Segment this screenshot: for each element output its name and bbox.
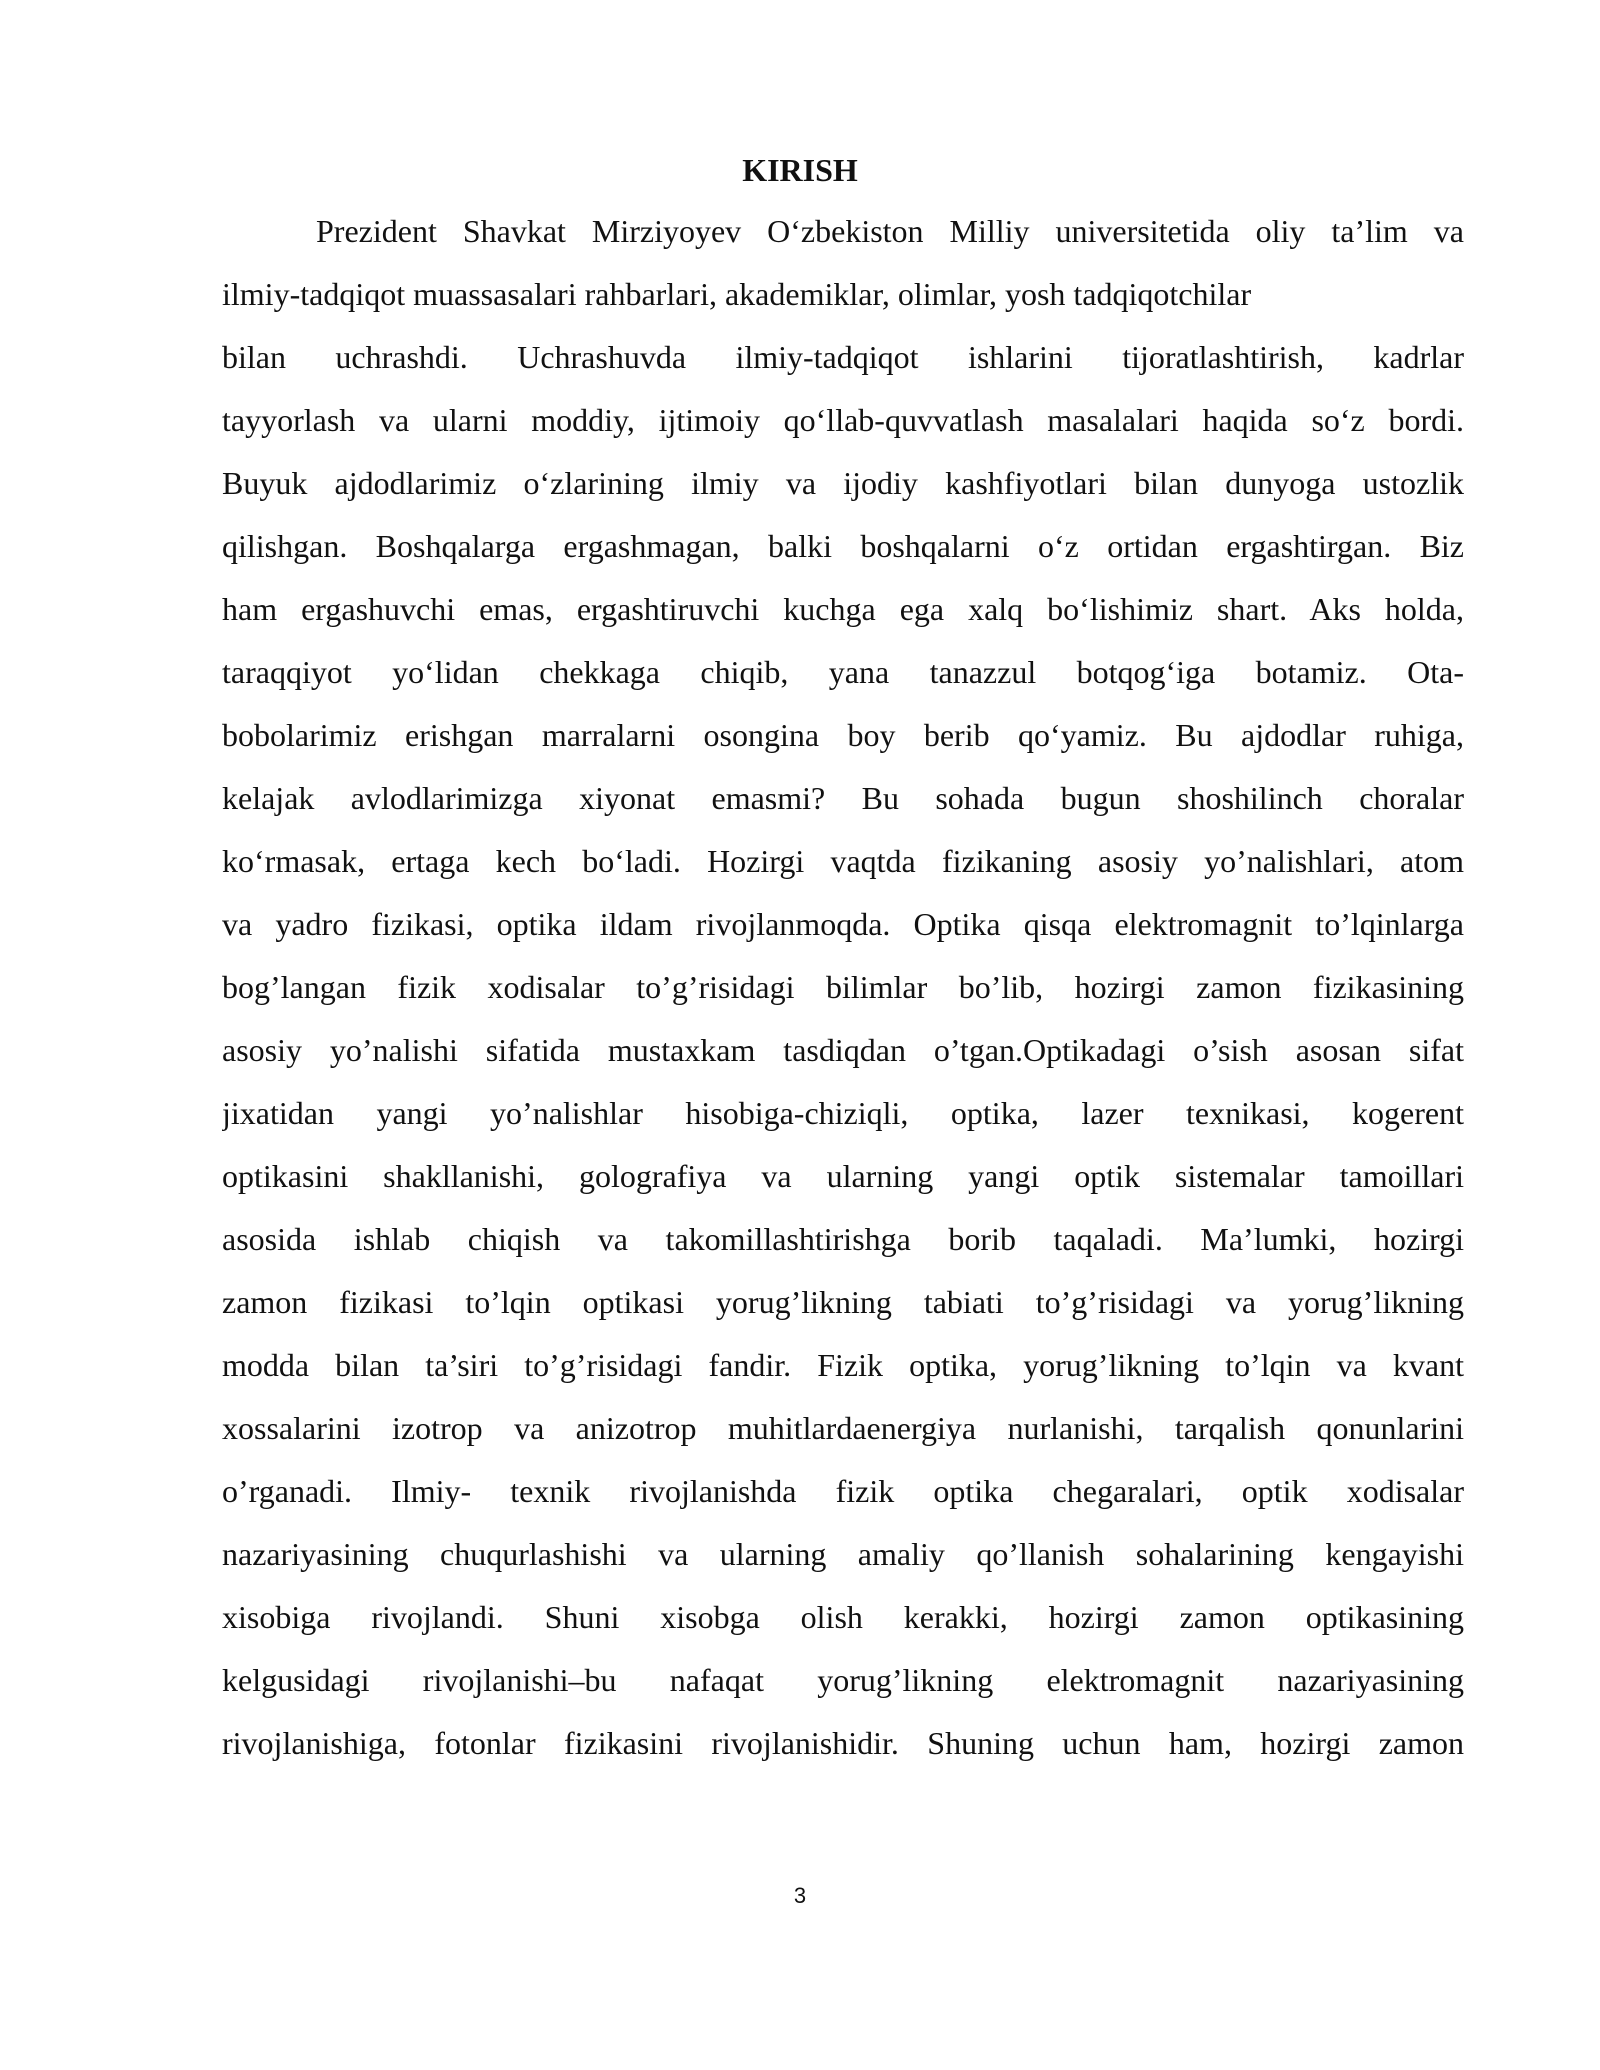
paragraph-line: tayyorlash va ularni moddiy, ijtimoiy qo‘llab-quvvatlash masalalari haqida so‘z bordi. xyxy=(222,402,1464,438)
paragraph-line: va yadro fizikasi, optika ildam rivojlanmoqda. Optika qisqa elektromagnit to’lqinlarga xyxy=(222,906,1464,942)
paragraph-line: o’rganadi. Ilmiy- texnik rivojlanishda fizik optika chegaralari, optik xodisalar xyxy=(222,1473,1464,1509)
paragraph-line: ham ergashuvchi emas, ergashtiruvchi kuchga ega xalq bo‘lishimiz shart. Aks holda, xyxy=(222,591,1464,627)
paragraph-line: xossalarini izotrop va anizotrop muhitlardaenergiya nurlanishi, tarqalish qonunlarini xyxy=(222,1410,1464,1446)
paragraph-line: kelajak avlodlarimizga xiyonat emasmi? Bu sohada bugun shoshilinch choralar xyxy=(222,780,1464,816)
paragraph-line: asosiy yo’nalishi sifatida mustaxkam tasdiqdan o’tgan.Optikadagi o’sish asosan sifat xyxy=(222,1032,1464,1068)
paragraph-line: bobolarimiz erishgan marralarni osongina boy berib qo‘yamiz. Bu ajdodlar ruhiga, xyxy=(222,717,1464,753)
paragraph-line: Prezident Shavkat Mirziyoyev O‘zbekiston Milliy universitetida oliy ta’lim va xyxy=(316,213,1464,249)
paragraph-line: bilan uchrashdi. Uchrashuvda ilmiy-tadqiqot ishlarini tijoratlashtirish, kadrlar xyxy=(222,339,1464,375)
paragraph-line: xisobiga rivojlandi. Shuni xisobga olish kerakki, hozirgi zamon optikasining xyxy=(222,1599,1464,1635)
page-number: 3 xyxy=(793,1883,807,1908)
paragraph-line: bog’langan fizik xodisalar to’g’risidagi bilimlar bo’lib, hozirgi zamon fizikasining xyxy=(222,969,1464,1005)
paragraph-line: zamon fizikasi to’lqin optikasi yorug’likning tabiati to’g’risidagi va yorug’likning xyxy=(222,1284,1464,1320)
paragraph-line: ko‘rmasak, ertaga kech bo‘ladi. Hozirgi vaqtda fizikaning asosiy yo’nalishlari, atom xyxy=(222,843,1464,879)
paragraph-line: nazariyasining chuqurlashishi va ularning amaliy qo’llanish sohalarining kengayishi xyxy=(222,1536,1464,1572)
paragraph-line: modda bilan ta’siri to’g’risidagi fandir. Fizik optika, yorug’likning to’lqin va kvant xyxy=(222,1347,1464,1383)
paragraph-line: optikasini shakllanishi, golografiya va ularning yangi optik sistemalar tamoillari xyxy=(222,1158,1464,1194)
paragraph-line: jixatidan yangi yo’nalishlar hisobiga-chiziqli, optika, lazer texnikasi, kogerent xyxy=(222,1095,1464,1131)
paragraph-line: ilmiy-tadqiqot muassasalari rahbarlari, akademiklar, olimlar, yosh tadqiqotchilar xyxy=(222,276,1252,312)
paragraph-line: taraqqiyot yo‘lidan chekkaga chiqib, yana tanazzul botqog‘iga botamiz. Ota- xyxy=(222,654,1464,690)
paragraph-line: qilishgan. Boshqalarga ergashmagan, balki boshqalarni o‘z ortidan ergashtirgan. Biz xyxy=(222,528,1464,564)
paragraph-line: kelgusidagi rivojlanishi–bu nafaqat yorug’likning elektromagnit nazariyasining xyxy=(222,1662,1464,1698)
paragraph-line: Buyuk ajdodlarimiz o‘zlarining ilmiy va ijodiy kashfiyotlari bilan dunyoga ustozlik xyxy=(222,465,1464,501)
page-title: KIRISH xyxy=(742,152,858,188)
paragraph-line: rivojlanishiga, fotonlar fizikasini rivojlanishidir. Shuning uchun ham, hozirgi zamon xyxy=(222,1725,1464,1761)
paragraph-line: asosida ishlab chiqish va takomillashtirishga borib taqaladi. Ma’lumki, hozirgi xyxy=(222,1221,1464,1257)
body-paragraph xyxy=(222,200,1464,1775)
